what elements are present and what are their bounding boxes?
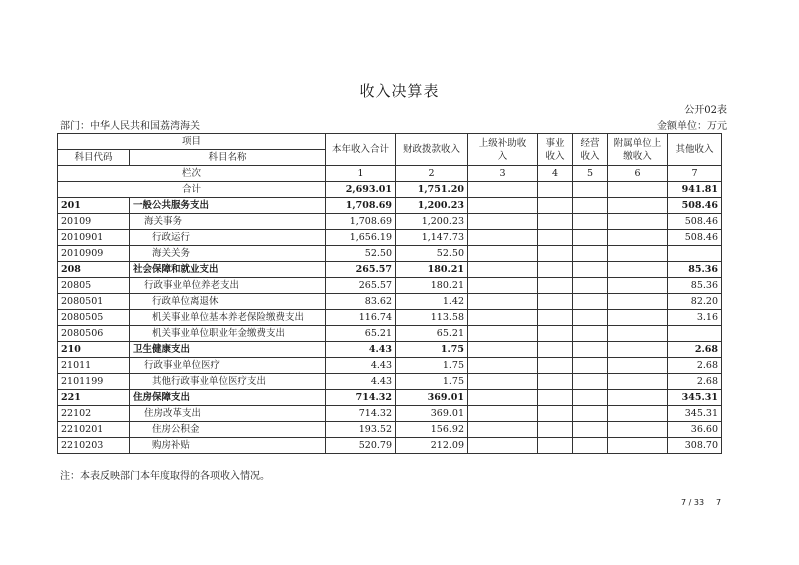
row-business (538, 294, 573, 310)
row-total: 714.32 (326, 390, 396, 406)
row-affiliated (608, 198, 668, 214)
row-total: 4.43 (326, 358, 396, 374)
table-row (58, 374, 722, 390)
row-total: 52.50 (326, 246, 396, 262)
row-business (538, 438, 573, 454)
row-name: 住房公积金 (130, 422, 326, 438)
department-label: 部门：中华人民共和国荔湾海关 (60, 121, 200, 132)
row-fiscal: 52.50 (396, 246, 468, 262)
table-row (58, 422, 722, 438)
row-business (538, 278, 573, 294)
col-num: 7 (668, 166, 722, 182)
row-operation (573, 374, 608, 390)
row-other: 3.16 (668, 310, 722, 326)
row-other: 2.68 (668, 342, 722, 358)
row-business (538, 374, 573, 390)
row-other: 345.31 (668, 390, 722, 406)
sum-superior (468, 182, 538, 198)
row-operation (573, 262, 608, 278)
sum-label: 合计 (58, 182, 326, 198)
row-operation (573, 326, 608, 342)
table-row (58, 310, 722, 326)
row-superior (468, 390, 538, 406)
row-business (538, 406, 573, 422)
row-other: 508.46 (668, 198, 722, 214)
row-operation (573, 310, 608, 326)
col-num: 2 (396, 166, 468, 182)
row-total: 520.79 (326, 438, 396, 454)
row-code: 221 (58, 390, 130, 406)
row-name: 住房保障支出 (130, 390, 326, 406)
table-row (58, 214, 722, 230)
header-code: 科目代码 (58, 150, 130, 166)
row-operation (573, 246, 608, 262)
row-total: 116.74 (326, 310, 396, 326)
row-code: 2010909 (58, 246, 130, 262)
table-row (58, 294, 722, 310)
row-affiliated (608, 262, 668, 278)
row-fiscal: 1.75 (396, 342, 468, 358)
row-other: 345.31 (668, 406, 722, 422)
row-code: 20109 (58, 214, 130, 230)
row-total: 193.52 (326, 422, 396, 438)
row-name: 购房补贴 (130, 438, 326, 454)
form-number: 公开02表 (684, 105, 727, 116)
row-fiscal: 180.21 (396, 278, 468, 294)
row-total: 714.32 (326, 406, 396, 422)
row-affiliated (608, 406, 668, 422)
row-superior (468, 294, 538, 310)
income-table (57, 133, 722, 454)
header-item: 项目 (58, 134, 326, 150)
row-code: 2080506 (58, 326, 130, 342)
row-name: 卫生健康支出 (130, 342, 326, 358)
row-business (538, 358, 573, 374)
row-superior (468, 422, 538, 438)
row-name: 行政事业单位医疗 (130, 358, 326, 374)
row-code: 201 (58, 198, 130, 214)
row-business (538, 246, 573, 262)
row-total: 265.57 (326, 262, 396, 278)
unit-label: 金额单位：万元 (657, 121, 727, 132)
col-num: 4 (538, 166, 573, 182)
row-operation (573, 390, 608, 406)
row-name: 一般公共服务支出 (130, 198, 326, 214)
row-business (538, 326, 573, 342)
row-fiscal: 65.21 (396, 326, 468, 342)
row-other: 2.68 (668, 358, 722, 374)
sum-fiscal: 1,751.20 (396, 182, 468, 198)
row-operation (573, 294, 608, 310)
row-affiliated (608, 230, 668, 246)
row-name: 其他行政事业单位医疗支出 (130, 374, 326, 390)
row-name: 海关关务 (130, 246, 326, 262)
row-fiscal: 1,200.23 (396, 214, 468, 230)
row-code: 2210201 (58, 422, 130, 438)
row-affiliated (608, 310, 668, 326)
row-business (538, 390, 573, 406)
row-affiliated (608, 294, 668, 310)
row-fiscal: 180.21 (396, 262, 468, 278)
row-fiscal: 1.42 (396, 294, 468, 310)
row-code: 208 (58, 262, 130, 278)
row-affiliated (608, 374, 668, 390)
row-superior (468, 230, 538, 246)
header-superior (468, 134, 538, 166)
table-row (58, 230, 722, 246)
row-business (538, 342, 573, 358)
row-code: 210 (58, 342, 130, 358)
row-fiscal: 369.01 (396, 406, 468, 422)
row-total: 65.21 (326, 326, 396, 342)
row-affiliated (608, 342, 668, 358)
row-fiscal: 1.75 (396, 358, 468, 374)
row-business (538, 262, 573, 278)
col-num: 5 (573, 166, 608, 182)
table-body (58, 198, 722, 454)
row-business (538, 310, 573, 326)
row-affiliated (608, 438, 668, 454)
row-total: 1,708.69 (326, 198, 396, 214)
row-superior (468, 438, 538, 454)
row-code: 20805 (58, 278, 130, 294)
header-affiliated (608, 134, 668, 166)
row-superior (468, 374, 538, 390)
header-operation-text: 经营收入 (580, 137, 600, 162)
row-superior (468, 326, 538, 342)
row-operation (573, 406, 608, 422)
row-other: 508.46 (668, 214, 722, 230)
row-affiliated (608, 422, 668, 438)
row-operation (573, 422, 608, 438)
row-fiscal: 212.09 (396, 438, 468, 454)
row-business (538, 214, 573, 230)
row-total: 4.43 (326, 342, 396, 358)
row-code: 2210203 (58, 438, 130, 454)
row-business (538, 422, 573, 438)
header-total: 本年收入合计 (326, 134, 396, 166)
table-row (58, 278, 722, 294)
row-superior (468, 262, 538, 278)
row-operation (573, 358, 608, 374)
row-fiscal: 156.92 (396, 422, 468, 438)
row-superior (468, 358, 538, 374)
header-business (538, 134, 573, 166)
header-business-text: 事业收入 (545, 137, 565, 162)
header-fiscal: 财政拨款收入 (396, 134, 468, 166)
table-row (58, 406, 722, 422)
row-total: 83.62 (326, 294, 396, 310)
col-num: 6 (608, 166, 668, 182)
row-other: 85.36 (668, 262, 722, 278)
table-row (58, 246, 722, 262)
row-fiscal: 369.01 (396, 390, 468, 406)
row-operation (573, 278, 608, 294)
page-title: 收入决算表 (359, 82, 440, 100)
table-row (58, 390, 722, 406)
row-operation (573, 198, 608, 214)
row-superior (468, 246, 538, 262)
row-other: 36.60 (668, 422, 722, 438)
row-business (538, 230, 573, 246)
row-name: 住房改革支出 (130, 406, 326, 422)
row-operation (573, 438, 608, 454)
row-name: 机关事业单位基本养老保险缴费支出 (130, 310, 326, 326)
row-superior (468, 214, 538, 230)
row-total: 1,656.19 (326, 230, 396, 246)
row-affiliated (608, 390, 668, 406)
table-row (58, 358, 722, 374)
row-operation (573, 214, 608, 230)
table-row (58, 262, 722, 278)
row-affiliated (608, 278, 668, 294)
row-code: 21011 (58, 358, 130, 374)
table-row (58, 198, 722, 214)
row-code: 2080501 (58, 294, 130, 310)
header-superior-text: 上级补助收入 (478, 137, 527, 162)
row-code: 2010901 (58, 230, 130, 246)
header-affiliated-text: 附属单位上缴收入 (613, 137, 662, 162)
row-name: 海关事务 (130, 214, 326, 230)
row-code: 22102 (58, 406, 130, 422)
sum-operation (573, 182, 608, 198)
row-total: 4.43 (326, 374, 396, 390)
row-name: 行政事业单位养老支出 (130, 278, 326, 294)
row-other (668, 246, 722, 262)
row-other: 2.68 (668, 374, 722, 390)
row-superior (468, 406, 538, 422)
row-name: 社会保障和就业支出 (130, 262, 326, 278)
header-operation (573, 134, 608, 166)
row-operation (573, 230, 608, 246)
col-num: 3 (468, 166, 538, 182)
row-superior (468, 278, 538, 294)
row-operation (573, 342, 608, 358)
table-row (58, 438, 722, 454)
row-fiscal: 1,147.73 (396, 230, 468, 246)
row-superior (468, 342, 538, 358)
row-affiliated (608, 214, 668, 230)
footnote: 注：本表反映部门本年度取得的各项收入情况。 (60, 471, 270, 482)
row-other: 508.46 (668, 230, 722, 246)
row-other: 82.20 (668, 294, 722, 310)
row-business (538, 198, 573, 214)
header-other: 其他收入 (668, 134, 722, 166)
page-number: 7 / 33 (681, 498, 705, 507)
row-fiscal: 1.75 (396, 374, 468, 390)
row-fiscal: 113.58 (396, 310, 468, 326)
header-name: 科目名称 (130, 150, 326, 166)
col-label: 栏次 (58, 166, 326, 182)
row-affiliated (608, 246, 668, 262)
row-name: 机关事业单位职业年金缴费支出 (130, 326, 326, 342)
row-superior (468, 198, 538, 214)
row-total: 265.57 (326, 278, 396, 294)
row-total: 1,708.69 (326, 214, 396, 230)
page-number-2: 7 (716, 498, 722, 507)
sum-other: 941.81 (668, 182, 722, 198)
row-fiscal: 1,200.23 (396, 198, 468, 214)
sum-business (538, 182, 573, 198)
row-code: 2101199 (58, 374, 130, 390)
sum-total: 2,693.01 (326, 182, 396, 198)
row-other: 85.36 (668, 278, 722, 294)
row-code: 2080505 (58, 310, 130, 326)
row-name: 行政单位离退休 (130, 294, 326, 310)
col-num: 1 (326, 166, 396, 182)
row-affiliated (608, 326, 668, 342)
row-name: 行政运行 (130, 230, 326, 246)
row-affiliated (608, 358, 668, 374)
row-other: 308.70 (668, 438, 722, 454)
row-superior (468, 310, 538, 326)
sum-affiliated (608, 182, 668, 198)
row-other (668, 326, 722, 342)
table-row (58, 342, 722, 358)
table-row (58, 326, 722, 342)
